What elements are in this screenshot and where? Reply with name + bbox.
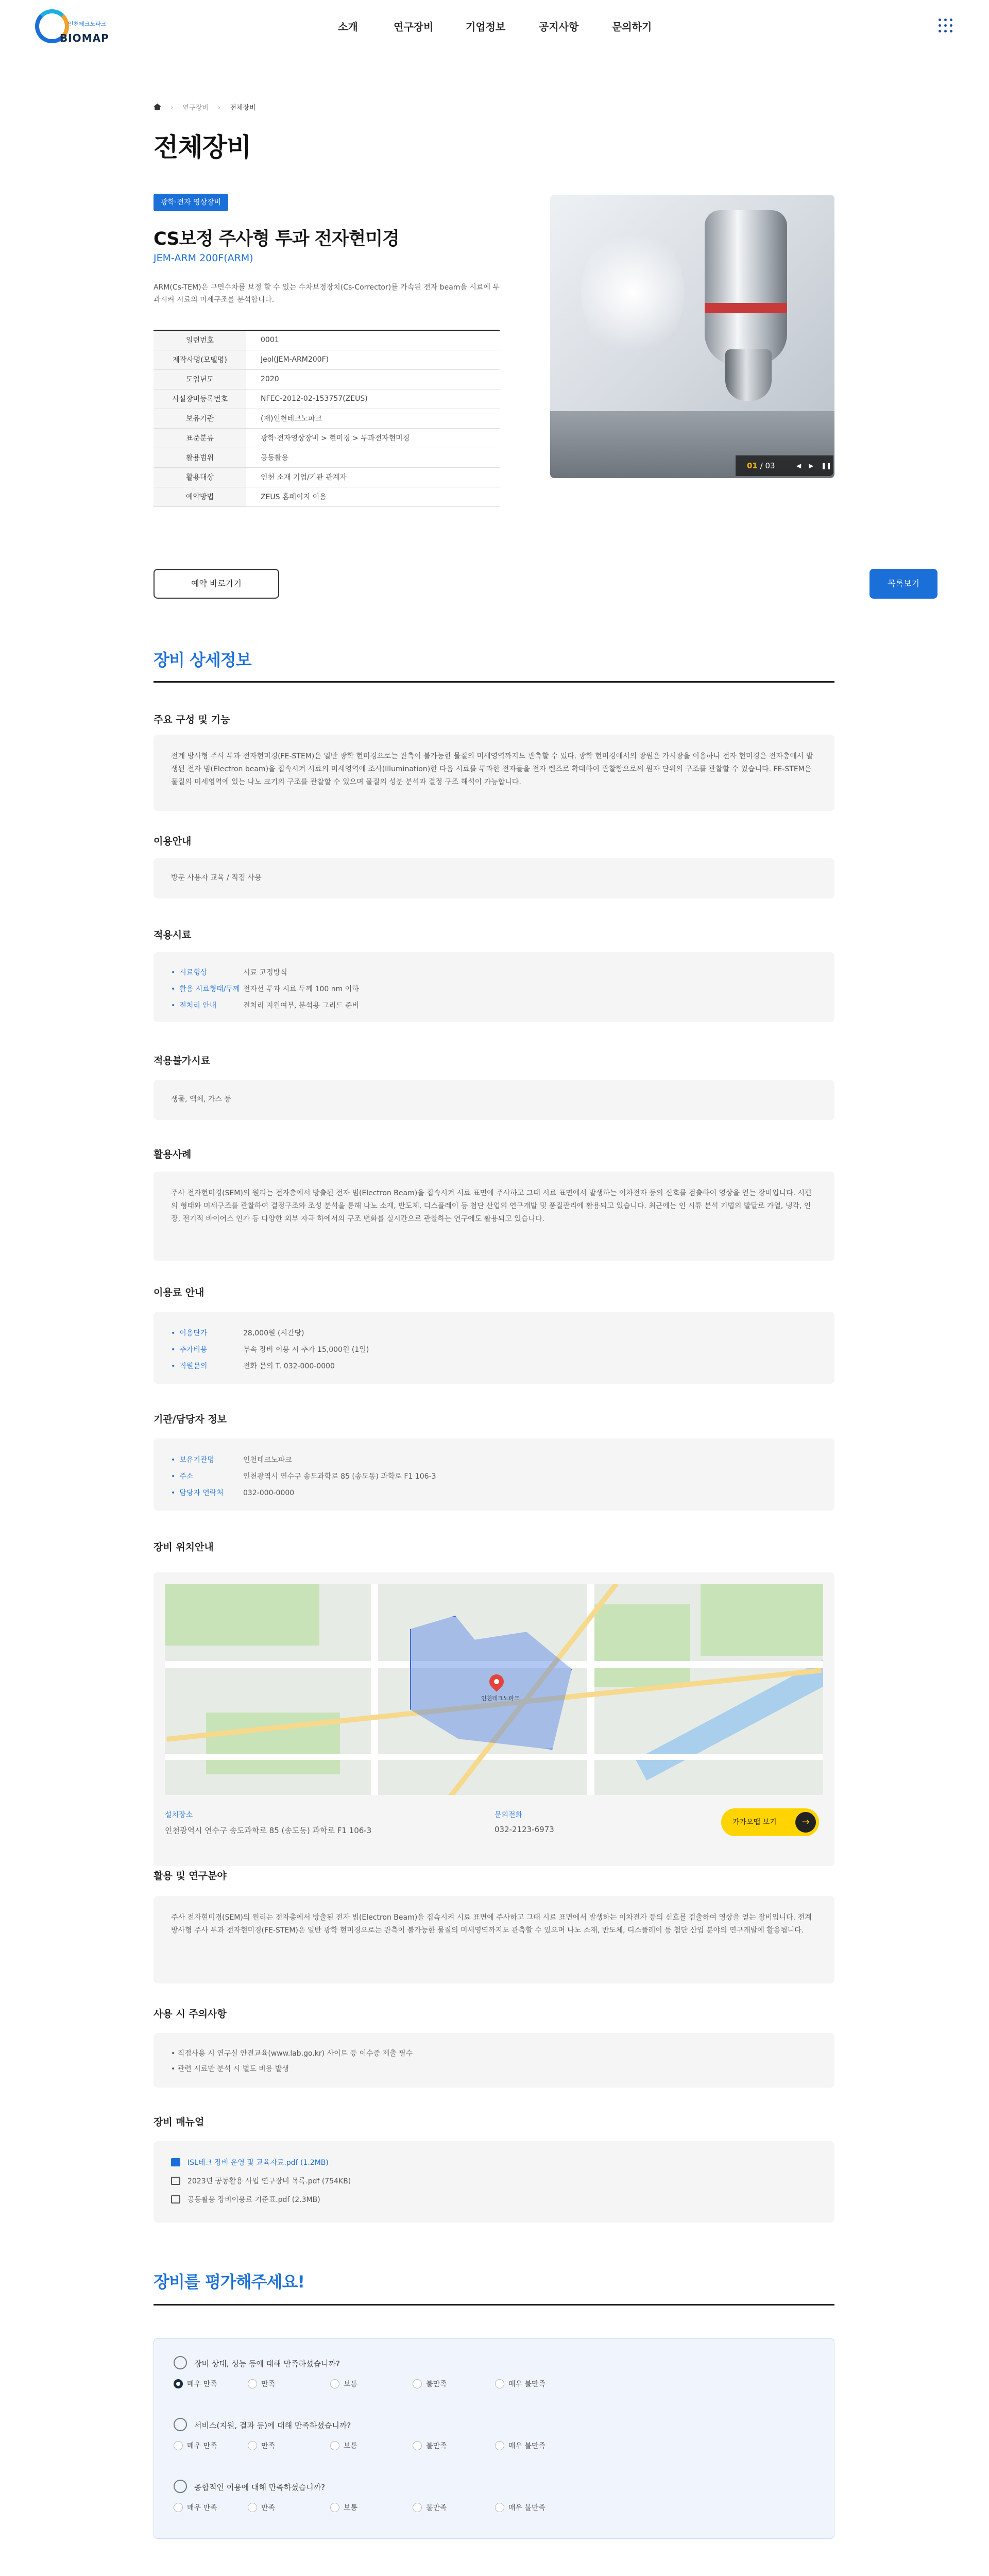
radio-icon[interactable] [248,2503,257,2512]
components-text: 전계 방사형 주사 투과 전자현미경(FE-STEM)은 일반 광학 현미경으로는 관측이 불가능한 물질의 미세영역까지도 관측할 수 있다. 광학 현미경에서의 광원은 가시광을 이용하나 전자 현미경은 전자총에서 발생된 전자 빔(Electron beam)을 집속시켜 시료의 미세영역에 조사(Illumination)한 다음 시료를 투과한 전자들을 전자 렌즈로 확대하여 관찰함으로써 원자 단위의 구조를 관찰할 수 있습니다. FE-STEM은 물질의 미세영역에 있는 나노 크기의 구조를 관찰할 수 있으며 물질의 성분 분석과 결정 구조 해석이 가능합니다. [171,752,813,786]
spec-value: Jeol(JEM-ARM200F) [246,350,500,369]
rating-option[interactable] [174,2379,217,2389]
file-icon [171,2177,180,2185]
kakao-map-button[interactable]: 카카오맵 보기 → [721,1808,819,1836]
spec-value: 2020 [246,369,500,389]
spec-key: 보유기관 [154,409,246,428]
caution-box [154,2033,834,2088]
file-icon [171,2158,180,2166]
rating-option[interactable] [330,2379,357,2389]
rating-option[interactable] [174,2441,217,2451]
radio-icon[interactable] [248,2379,257,2388]
evaluation-question: 종합적인 이용에 대해 만족하셨습니까? [174,2480,325,2493]
location-title: 장비 위치안내 [154,1541,214,1553]
rating-option-label: 보통 [344,2442,358,2450]
pause-icon[interactable]: ❚❚ [821,462,832,469]
rating-option[interactable] [248,2441,275,2451]
rating-option[interactable] [330,2502,357,2513]
cases-text: 주사 전자현미경(SEM)의 원리는 전자총에서 방출된 전자 빔(Electron Beam)을 집속시켜 시료 표면에 주사하고 그때 시료 표면에서 발생하는 이차전자 등의 신호를 검출하여 영상을 얻는 장비입니다. 시편의 형태와 미세구조를 관찰하여 결정구조와 조성 분석을 통해 나노 소재, 반도체, 디스플레이 등 첨단 산업의 연구개발 및 품질관리에 활용되고 있습니다. 최근에는 인 시튜 분석 기법의 발달로 가열, 냉각, 인장, 전기적 바이어스 인가 등 다양한 외부 자극 하에서의 구조 변화를 실시간으로 관찰하는 연구에도 활용되고 있습니다. [171,1189,812,1223]
location-box [154,1572,834,1866]
agency-box [154,1438,834,1511]
fees-box [154,1312,834,1384]
spec-value: (재)인천테크노파크 [246,409,500,428]
breadcrumb-current: 전체장비 [230,104,256,112]
rating-option[interactable] [174,2502,217,2513]
logo-name: BIOMAP [60,32,109,44]
components-box [154,735,834,811]
rating-option-label: 불만족 [426,2442,447,2450]
spec-row [154,428,500,448]
spec-value: NFEC-2012-02-153757(ZEUS) [246,389,500,409]
reserve-button[interactable]: 예약 바로가기 [154,569,279,599]
equipment-description: ARM(Cs-TEM)은 구면수차를 보정 할 수 있는 수차보정장치(Cs-Corrector)를 가속된 전자 beam을 시료에 투과시켜 시료의 미세구조를 분석합니다. [154,283,500,304]
prev-icon[interactable]: ◀ [796,462,802,469]
spec-row [154,448,500,467]
rating-option-label: 보통 [344,2504,358,2512]
spec-value: 광학·전자영상장비 > 현미경 > 투과전자현미경 [246,428,500,448]
install-location-value: 인천광역시 연수구 송도과학로 85 (송도동) 과학로 F1 106-3 [165,1826,372,1835]
rating-option-label: 매우 불만족 [508,2504,546,2512]
caution-item: • 직접사용 시 연구실 안전교육(www.lab.go.kr) 사이트 등 이수증 제출 필수 [171,2049,413,2058]
components-title: 주요 구성 및 기능 [154,714,230,725]
breadcrumb: › 연구장비 › 전체장비 [154,102,255,111]
nav-notice[interactable]: 공지사항 [539,21,579,33]
radio-icon[interactable] [330,2503,339,2512]
rating-option[interactable] [413,2441,447,2451]
nav-company[interactable]: 기업정보 [466,21,506,33]
category-badge: 광학·전자 영상장비 [154,194,228,211]
rating-option-label: 불만족 [426,2504,447,2512]
radio-icon[interactable] [248,2441,257,2450]
applicable-item: • 전처리 안내 전처리 지원여부, 분석용 그리드 준비 [171,999,359,1012]
next-icon[interactable]: ▶ [809,462,814,469]
radio-icon[interactable] [495,2379,504,2388]
radio-icon[interactable] [495,2441,504,2450]
rating-option[interactable] [330,2441,357,2451]
logo-sub: 인천테크노파크 [68,21,107,27]
radio-icon[interactable] [174,2441,183,2450]
breadcrumb-item[interactable]: 연구장비 [182,104,209,112]
fee-item: • 추가비용 부속 장비 이용 시 추가 15,000원 (1일) [171,1344,369,1357]
radio-icon[interactable] [413,2441,422,2450]
spec-key: 활용범위 [154,448,246,467]
divider [154,681,834,683]
install-location-label: 설치장소 [165,1811,193,1819]
radio-icon[interactable] [495,2503,504,2512]
nav-inquiry[interactable]: 문의하기 [612,21,652,33]
agency-item: • 주소 인천광역시 연수구 송도과학로 85 (송도동) 과학로 F1 106-3 [171,1470,436,1483]
usage-box [154,858,834,899]
cases-box [154,1172,834,1261]
equipment-name: CS보정 주사형 투과 전자현미경 [154,229,399,249]
rating-option[interactable] [495,2441,545,2451]
research-text: 주사 전자현미경(SEM)의 원리는 전자총에서 방출된 전자 빔(Electron Beam)을 집속시켜 시료 표면에 주사하고 그때 시료 표면에서 발생하는 이차전자 등의 신호를 검출하여 영상을 얻는 장비입니다. 전계 방사형 주사 투과 전자현미경(FE-STEM)은 일반 광학 현미경으로는 관측이 불가능한 물질의 미세영역까지도 관측할 수 있으며 나노 소재, 반도체, 디스플레이 등 첨단 산업 분야의 연구개발에 활용됩니다. [171,1913,812,1935]
spec-value: ZEUS 홈페이지 이용 [246,487,500,506]
not-applicable-title: 적용불가시료 [154,1055,211,1066]
not-applicable-text: 생물, 액체, 가스 등 [171,1095,231,1104]
list-button[interactable]: 목록보기 [869,569,937,599]
page-title: 전체장비 [154,132,251,162]
agency-item: • 담당자 연락처 032-000-0000 [171,1487,294,1500]
spec-value: 0001 [246,330,500,350]
radio-icon[interactable] [413,2503,422,2512]
evaluation-question: 장비 상태, 성능 등에 대해 만족하셨습니까? [174,2356,340,2369]
manuals-title: 장비 매뉴얼 [154,2116,204,2128]
evaluation-box [154,2338,834,2539]
home-icon[interactable] [154,104,161,110]
evaluation-title: 장비를 평가해주세요! [154,2272,304,2292]
research-box [154,1896,834,1984]
spec-value: 인천 소재 기업/기관 관계자 [246,467,500,487]
rating-option[interactable] [413,2502,447,2513]
research-title: 활용 및 연구분야 [154,1870,227,1882]
radio-icon[interactable] [330,2379,339,2388]
radio-icon[interactable] [413,2379,422,2388]
equipment-model: JEM-ARM 200F(ARM) [154,252,253,264]
rating-option[interactable] [248,2502,275,2513]
spec-table [154,330,500,507]
spec-value: 공동활용 [246,448,500,467]
rating-option-label: 매우 불만족 [508,2442,546,2450]
nav-intro[interactable]: 소개 [338,21,358,33]
caution-item: • 관련 시료만 분석 시 별도 비용 발생 [171,2065,289,2073]
main-nav [0,19,989,34]
not-applicable-box [154,1080,834,1120]
spec-row [154,467,500,487]
manual-file[interactable]: 2023년 공동활용 사업 연구장비 목록.pdf (754KB) [171,2175,351,2188]
spec-key: 예약방법 [154,487,246,506]
fee-item: • 직원문의 전화 문의 T. 032-000-0000 [171,1360,335,1373]
rating-option-label: 만족 [261,2504,276,2512]
fee-item: • 이용단가 28,000원 (시간당) [171,1327,304,1340]
spec-row [154,409,500,428]
rating-option[interactable] [495,2502,545,2513]
file-icon [171,2195,180,2204]
radio-icon[interactable] [174,2503,183,2512]
rating-option-label: 매우 불만족 [508,2380,546,2388]
spec-key: 제작사명(모델명) [154,350,246,369]
applicable-item: • 활용 시료형태/두께 전자선 투과 시료 두께 100 nm 이하 [171,983,359,996]
rating-option[interactable] [495,2379,545,2389]
caution-title: 사용 시 주의사항 [154,2008,227,2020]
rating-option-label: 만족 [261,2380,276,2388]
detail-section-title: 장비 상세정보 [154,650,251,670]
spec-key: 활용대상 [154,467,246,487]
manual-file[interactable]: 공동활용 장비이용료 기준표.pdf (2.3MB) [171,2194,320,2207]
radio-icon[interactable] [174,2379,183,2388]
contact-phone-value: 032-2123-6973 [494,1825,554,1834]
rating-option-label: 매우 만족 [187,2442,217,2450]
rating-option-label: 매우 만족 [187,2380,217,2388]
spec-row [154,350,500,369]
rating-options [174,2441,792,2451]
spec-key: 표준분류 [154,428,246,448]
radio-icon[interactable] [330,2441,339,2450]
manual-file[interactable]: ISL테크 장비 운영 및 교육자료.pdf (1.2MB) [171,2157,329,2170]
applicable-box [154,952,834,1022]
photo-pager [736,455,833,476]
fees-title: 이용료 안내 [154,1287,204,1298]
spec-row [154,487,500,506]
usage-title: 이용안내 [154,836,192,847]
nav-equipment[interactable]: 연구장비 [394,21,434,33]
map[interactable] [165,1584,823,1795]
cases-title: 활용사례 [154,1149,192,1160]
spec-row [154,389,500,409]
equipment-photo [550,195,834,478]
spec-key: 도입년도 [154,369,246,389]
rating-options [174,2502,792,2513]
agency-item: • 보유기관명 인천테크노파크 [171,1454,292,1467]
evaluation-question: 서비스(지원, 결과 등)에 대해 만족하셨습니까? [174,2418,351,2431]
header [0,0,989,52]
rating-option[interactable] [248,2379,275,2389]
applicable-title: 적용시료 [154,929,192,941]
arrow-right-icon: → [795,1812,816,1833]
rating-option-label: 보통 [344,2380,358,2388]
rating-option-label: 불만족 [426,2380,447,2388]
rating-option[interactable] [413,2379,447,2389]
pager-count: 01 / 03 [747,461,775,470]
map-pin-label: 인천테크노파크 [481,1695,520,1702]
usage-text: 방문 사용자 교육 / 직접 사용 [171,874,262,882]
spec-key: 시설장비등록번호 [154,389,246,409]
rating-option-label: 매우 만족 [187,2504,217,2512]
spec-key: 일련번호 [154,330,246,350]
contact-phone-label: 문의전화 [494,1811,523,1819]
applicable-item: • 시료형상 시료 고정방식 [171,967,287,979]
spec-row [154,369,500,389]
rating-options [174,2379,792,2389]
spec-row [154,330,500,350]
rating-option-label: 만족 [261,2442,276,2450]
all-menu-grid-icon[interactable] [939,19,953,33]
agency-title: 기관/담당자 정보 [154,1414,227,1425]
divider [154,2304,834,2306]
manuals-box [154,2141,834,2223]
